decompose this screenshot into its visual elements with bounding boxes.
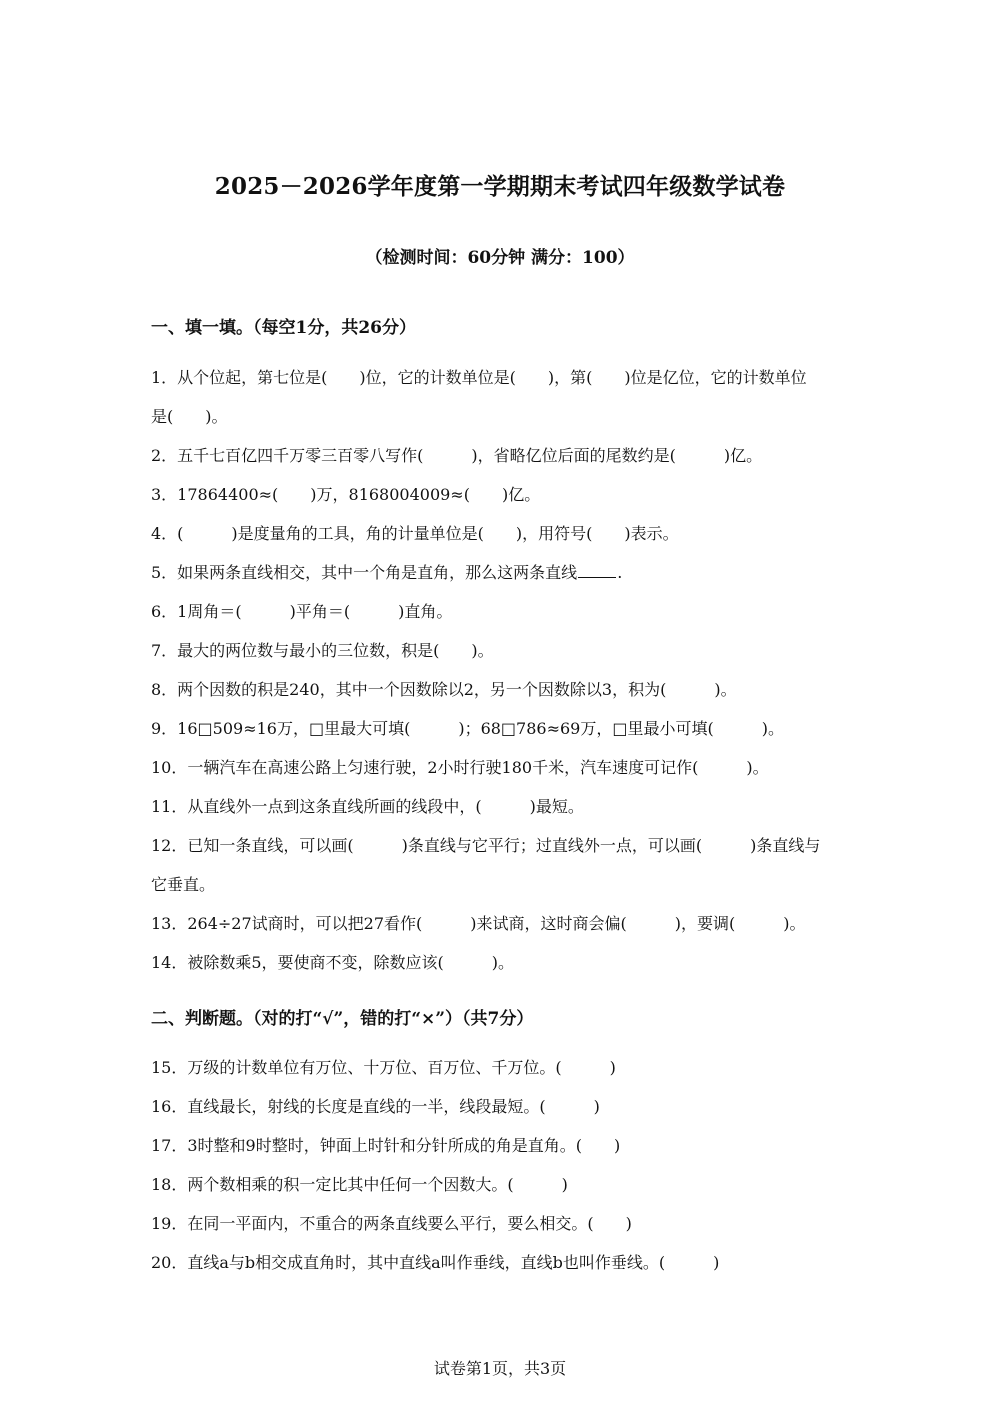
question-5-text: 5．如果两条直线相交，其中一个角是直角，那么这两条直线 [151, 563, 578, 582]
section-2-heading: 二、判断题。（对的打“√”，错的打“×”）（共7分） [151, 1009, 534, 1029]
question-19: 19．在同一平面内，不重合的两条直线要么平行，要么相交。( ) [151, 1214, 632, 1233]
page-footer: 试卷第1页，共3页 [433, 1359, 567, 1378]
question-11: 11．从直线外一点到这条直线所画的线段中，( )最短。 [151, 797, 584, 816]
question-12-line-1: 12．已知一条直线，可以画( )条直线与它平行；过直线外一点，可以画( )条直线与 [151, 836, 821, 855]
question-4: 4．( )是度量角的工具，角的计量单位是( )，用符号( )表示。 [151, 524, 679, 543]
question-3: 3．17864400≈( )万，8168004009≈( )亿。 [151, 485, 541, 504]
question-10: 10．一辆汽车在高速公路上匀速行驶，2小时行驶180千米，汽车速度可记作( )。 [151, 758, 769, 777]
question-7: 7．最大的两位数与最小的三位数，积是( )。 [151, 641, 494, 660]
question-12-line-2: 它垂直。 [151, 875, 216, 894]
question-17: 17．3时整和9时整时，钟面上时针和分针所成的角是直角。( ) [151, 1136, 621, 1155]
section-1-heading: 一、填一填。（每空1分，共26分） [151, 318, 416, 338]
answer-blank-line [578, 563, 616, 578]
question-20: 20．直线a与b相交成直角时，其中直线a叫作垂线，直线b也叫作垂线。( ) [151, 1253, 720, 1272]
question-5-end: . [617, 563, 623, 582]
exam-title: 2025－2026学年度第一学期期末考试四年级数学试卷 [214, 173, 786, 200]
question-16: 16．直线最长，射线的长度是直线的一半，线段最短。( ) [151, 1097, 600, 1116]
question-14: 14．被除数乘5，要使商不变，除数应该( )。 [151, 953, 515, 972]
question-9: 9．16□509≈16万，□里最大可填( )；68□786≈69万，□里最小可填( )。 [151, 719, 784, 738]
question-18: 18．两个数相乘的积一定比其中任何一个因数大。( ) [151, 1175, 568, 1194]
question-8: 8．两个因数的积是240，其中一个因数除以2，另一个因数除以3，积为( )。 [151, 680, 737, 699]
question-1-line-2: 是( )。 [151, 407, 228, 426]
question-15: 15．万级的计数单位有万位、十万位、百万位、千万位。( ) [151, 1058, 616, 1077]
question-2: 2．五千七百亿四千万零三百零八写作( )，省略亿位后面的尾数约是( )亿。 [151, 446, 763, 465]
question-13: 13．264÷27试商时，可以把27看作( )来试商，这时商会偏( )，要调( )。 [151, 914, 806, 933]
question-1-line-1: 1．从个位起，第七位是( )位，它的计数单位是( )，第( )位是亿位，它的计数单位 [151, 368, 807, 387]
question-6: 6．1周角＝( )平角＝( )直角。 [151, 602, 453, 621]
question-5 [151, 563, 851, 583]
exam-subtitle: （检测时间：60分钟 满分：100） [365, 248, 635, 268]
